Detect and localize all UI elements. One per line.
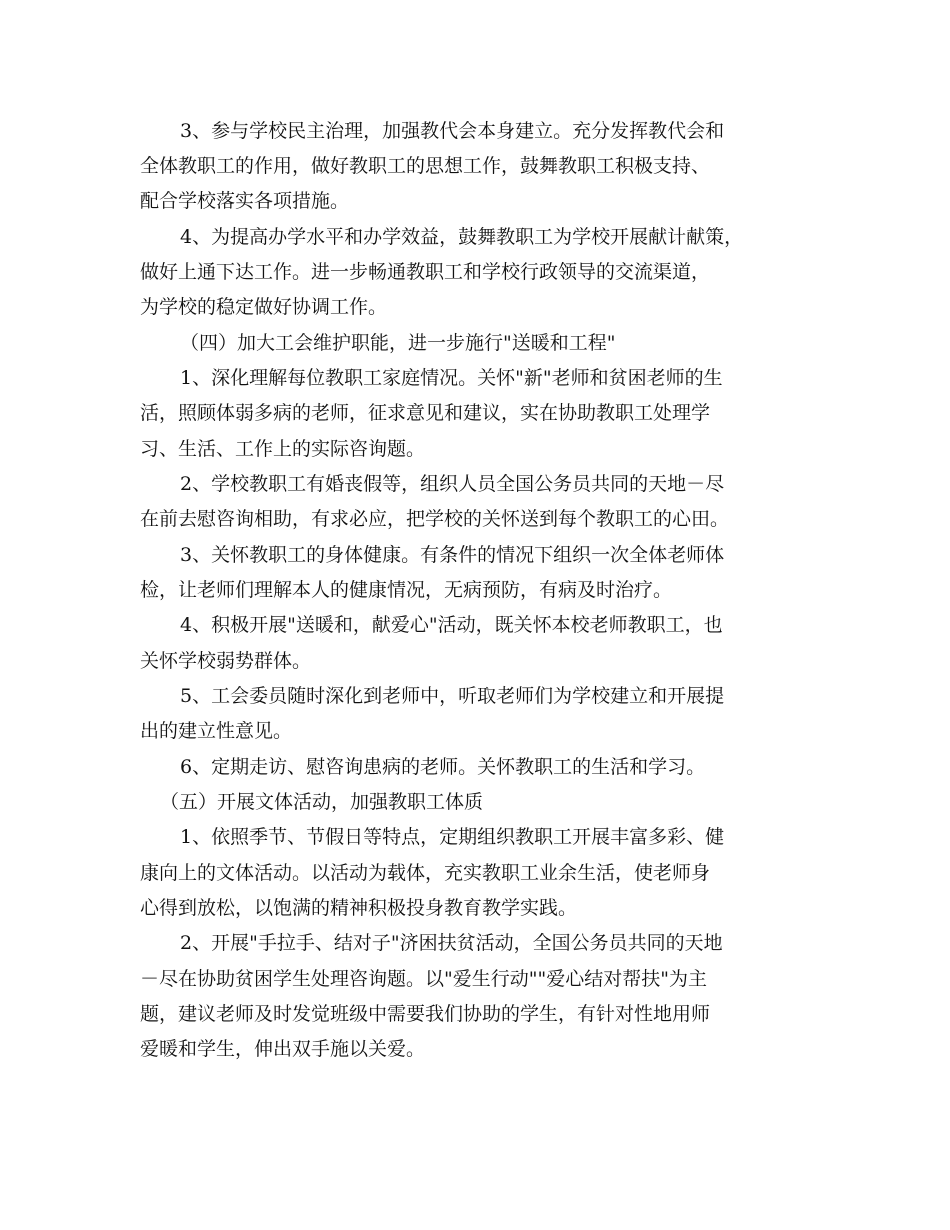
text-line: 出的建立性意见。 [140,720,293,742]
text-line: 关怀学校弱势群体。 [140,650,312,672]
text-line: 3、参与学校民主治理，加强教代会本身建立。充分发挥教代会和 [180,120,725,142]
text-line: 6、定期走访、慰咨询患病的老师。关怀教职工的生活和学习。 [180,756,706,778]
text-line: 爱暖和学生，伸出双手施以关爱。 [140,1038,426,1060]
text-line: 3、关怀教职工的身体健康。有条件的情况下组织一次全体老师体 [180,544,725,566]
text-line: 5、工会委员随时深化到老师中，听取老师们为学校建立和开展提 [180,685,725,707]
text-line: 1、依照季节、节假日等特点，定期组织教职工开展丰富多彩、健 [180,826,725,848]
section-heading: （五）开展文体活动，加强教职工体质 [160,791,484,813]
text-line: 4、积极开展"送暖和，献爱心"活动，既关怀本校老师教职工，也 [180,614,723,636]
text-line: 全体教职工的作用，做好教职工的思想工作，鼓舞教职工积极支持、 [140,155,711,177]
text-line: 康向上的文体活动。以活动为载体，充实教职工业余生活，使老师身 [140,862,711,884]
text-line: 为学校的稳定做好协调工作。 [140,296,388,318]
text-line: 习、生活、工作上的实际咨询题。 [140,438,426,460]
text-line: 配合学校落实各项措施。 [140,190,350,212]
text-line: 1、深化理解每位教职工家庭情况。关怀"新"老师和贫困老师的生 [180,367,723,389]
text-line: 活，照顾体弱多病的老师，征求意见和建议，实在协助教职工处理学 [140,402,711,424]
text-line: －尽在协助贫困学生处理咨询题。以"爱生行动""爱心结对帮扶"为主 [140,968,707,990]
text-line: 心得到放松，以饱满的精神积极投身教育教学实践。 [140,897,578,919]
text-line: 题，建议老师及时发觉班级中需要我们协助的学生，有针对性地用师 [140,1003,711,1025]
text-line: 2、学校教职工有婚丧假等，组织人员全国公务员共同的天地－尽 [180,473,725,495]
text-line: 4、为提高办学水平和办学效益，鼓舞教职工为学校开展献计献策， [180,226,744,248]
text-line: 检，让老师们理解本人的健康情况，无病预防，有病及时治疗。 [140,579,673,601]
text-line: 做好上通下达工作。进一步畅通教职工和学校行政领导的交流渠道， [140,261,711,283]
section-heading: （四）加大工会维护职能，进一步施行"送暖和工程" [180,332,616,354]
text-line: 在前去慰咨询相助，有求必应，把学校的关怀送到每个教职工的心田。 [140,508,730,530]
text-line: 2、开展"手拉手、结对子"济困扶贫活动，全国公务员共同的天地 [180,932,723,954]
